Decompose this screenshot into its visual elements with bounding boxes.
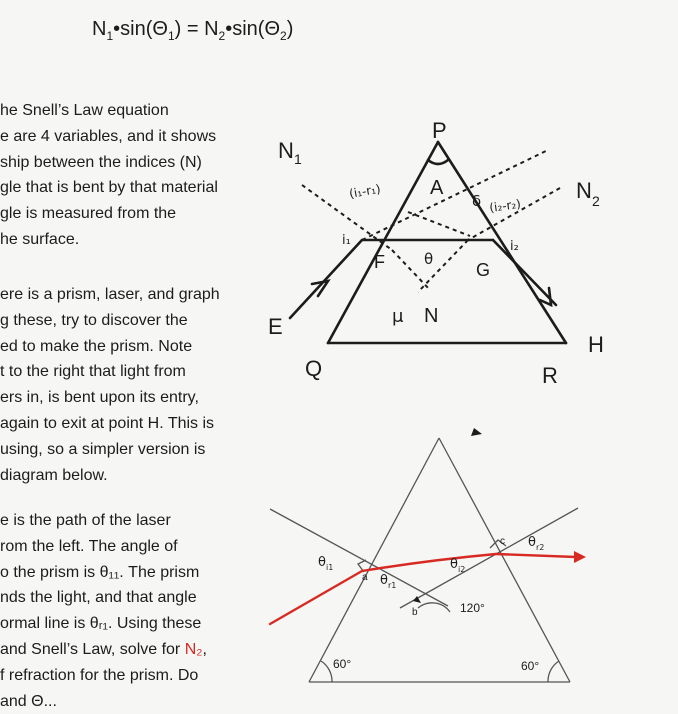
label-q: Q: [305, 356, 323, 381]
label-h: H: [588, 332, 604, 357]
eq-n1: N: [92, 18, 107, 40]
label-theta: θ: [424, 250, 434, 268]
text-line: e is the path of the laser: [0, 512, 171, 529]
label-theta-i1-sub: i1: [326, 563, 334, 572]
text-line: o the prism is θ₁₁. The prism: [0, 563, 200, 581]
label-mu: μ: [392, 306, 404, 327]
normal-right: [400, 508, 578, 608]
text-line: he Snell’s Law equation: [0, 102, 169, 119]
text-line: ers in, is bent upon its entry,: [0, 389, 199, 407]
text-line: ere is a prism, laser, and graph: [0, 286, 220, 303]
label-i2: i₂: [510, 239, 519, 254]
text-line: ship between the indices (N): [0, 153, 202, 171]
text-line: t to the right that light from: [0, 363, 186, 381]
eq-mid: ) = N: [174, 18, 219, 40]
text-line: rom the left. The angle of: [0, 537, 178, 555]
label-a-point: a: [362, 572, 368, 583]
text-line: g these, try to discover the: [0, 311, 188, 329]
label-theta-i1: θ: [318, 555, 326, 570]
prism2-left-edge: [309, 438, 439, 682]
label-theta-r2: θ: [528, 535, 536, 550]
text-line: nds the light, and that angle: [0, 589, 197, 607]
text-fragment: and Snell’s Law, solve for: [0, 640, 185, 658]
label-theta-r1-sub: r1: [388, 581, 397, 590]
label-120-deg: 120°: [460, 601, 485, 615]
laser-arrow-icon: [574, 551, 586, 563]
label-theta-i2-sub: i2: [458, 565, 466, 574]
label-e: E: [268, 314, 283, 339]
label-n1: N: [278, 138, 294, 163]
laser-internal: [362, 554, 496, 571]
label-theta-i2: θ: [450, 557, 458, 572]
laser-incident: [270, 571, 362, 624]
eq-sin1: •sin(Θ: [113, 18, 168, 40]
label-i1-minus-r1: (i₁-r₁): [348, 181, 382, 201]
angle-arc-left: [321, 661, 332, 682]
label-delta: δ: [472, 192, 482, 210]
text-line: e are 4 variables, and it shows: [0, 127, 217, 145]
normal-left: [270, 509, 448, 606]
eq-sin2: •sin(Θ: [225, 18, 281, 40]
label-n: N: [424, 305, 439, 327]
label-g: G: [476, 260, 491, 280]
label-c-point: c: [500, 536, 505, 547]
label-n2-sub: 2: [592, 193, 600, 209]
text-line: gle is measured from the: [0, 205, 177, 223]
eq-n1-sub: 1: [106, 29, 114, 43]
label-n1-sub: 1: [294, 151, 302, 167]
eq-n2-sub: 2: [218, 29, 226, 43]
text-line: again to exit at point H. This is: [0, 414, 215, 432]
text-line: f refraction for the prism. Do: [0, 666, 199, 684]
text-line: gle that is bent by that material: [0, 179, 218, 197]
angle-arc-right: [548, 661, 559, 682]
text-line: ed to make the prism. Note: [0, 337, 193, 355]
label-n2: N: [576, 178, 592, 203]
eq-theta2-sub: 2: [280, 29, 287, 43]
label-i1: i₁: [342, 233, 351, 248]
text-line: he surface.: [0, 230, 80, 248]
label-a: A: [430, 177, 444, 199]
label-i2-minus-r2: (i₂-r₂): [488, 196, 522, 215]
eq-theta1-sub: 1: [167, 29, 175, 43]
label-theta-r2-sub: r2: [536, 543, 545, 552]
label-f: F: [374, 252, 385, 272]
label-theta-r1: θ: [380, 573, 388, 588]
eq-end: ): [286, 18, 294, 40]
label-60-deg-right: 60°: [521, 659, 540, 673]
n2-highlight: N₂: [184, 640, 203, 658]
text-line: using, so a simpler version is: [0, 440, 206, 458]
prism2-right-edge: [439, 438, 570, 682]
text-line: and Θ...: [0, 692, 57, 710]
text-fragment: ,: [202, 640, 207, 658]
label-p: P: [432, 118, 447, 143]
laser-emergent: [496, 554, 576, 557]
text-line: diagram below.: [0, 466, 108, 484]
label-b-point: b: [412, 607, 418, 618]
label-r: R: [542, 363, 558, 388]
label-60-deg-left: 60°: [333, 657, 352, 671]
text-line: ormal line is θᵣ₁. Using these: [0, 615, 202, 633]
